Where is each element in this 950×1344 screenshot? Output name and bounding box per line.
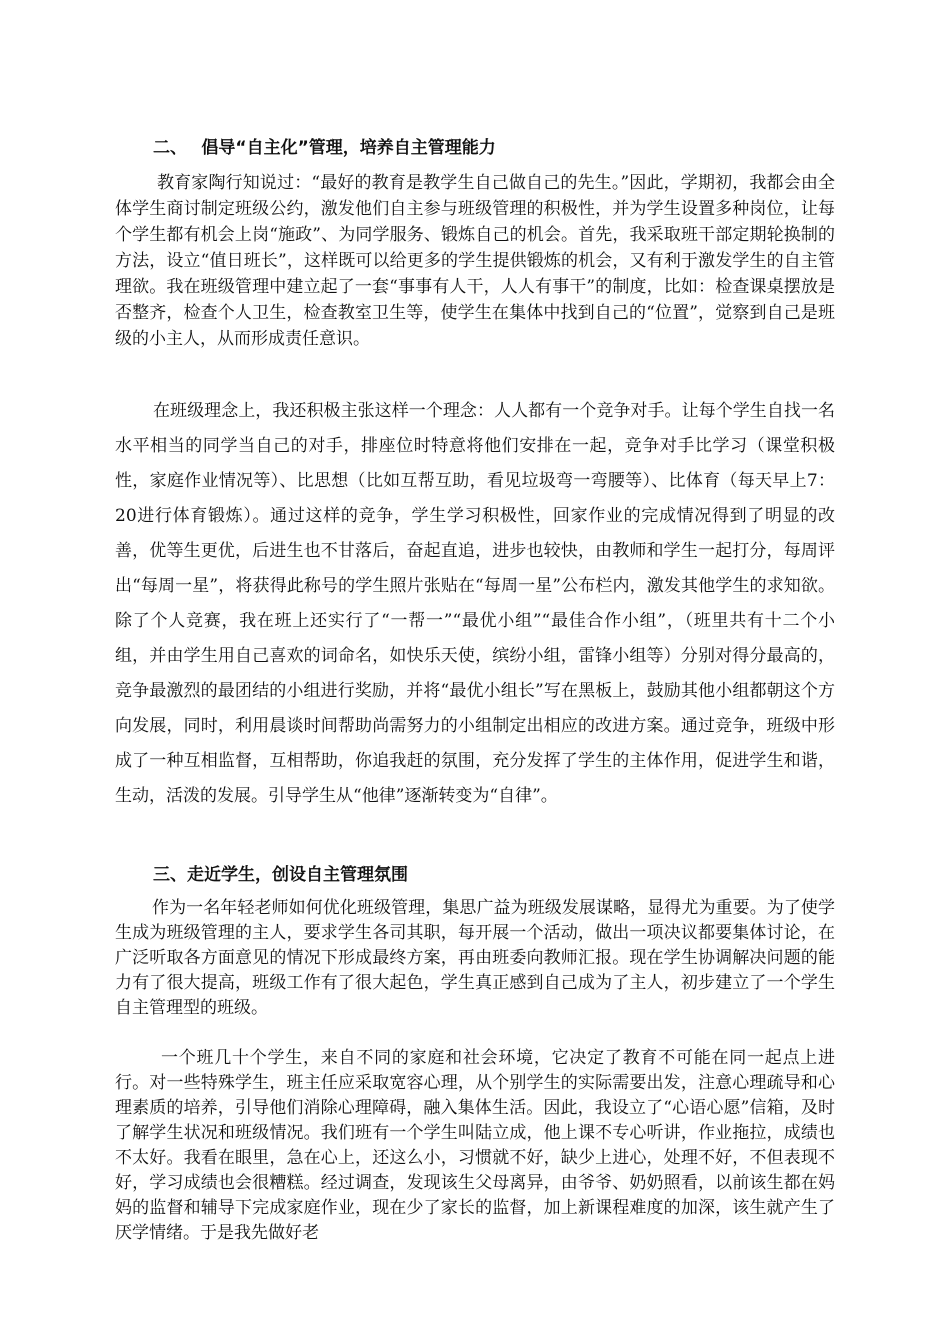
section-heading-2: 二、 倡导“自主化”管理，培养自主管理能力 bbox=[153, 138, 496, 158]
section-heading-3: 三、走近学生，创设自主管理氛围 bbox=[153, 865, 408, 885]
paragraph-2: 在班级理念上，我还积极主张这样一个理念：人人都有一个竞争对手。让每个学生自找一名水平相当的同学当自己的对手，排座位时特意将他们安排在一起，竞争对手比学习（课堂积极性，家庭作业情况等）、比思想（比如互帮互助，看见垃圾弯一弯腰等）、比体育（每天早上7：20进行体育锻炼）。通过这样的竞争，学生学习积极性，回家作业的完成情况得到了明显的改善，优等生更优，后进生也不甘落后，奋起直追，进步也较快，由教师和学生一起打分，每周评出“每周一星”，将获得此称号的学生照片张贴在“每周一星”公布栏内，激发其他学生的求知欲。除了个人竞赛，我在班上还实行了“一帮一”“最优小组”“最佳合作小组”，（班里共有十二个小组，并由学生用自己喜欢的词命名，如快乐天使，缤纷小组，雷锋小组等）分别对得分最高的，竞争最激烈的最团结的小组进行奖励，并将“最优小组长”写在黑板上，鼓励其他小组都朝这个方向发展，同时，利用晨谈时间帮助尚需努力的小组制定出相应的改进方案。通过竞争，班级中形成了一种互相监督，互相帮助，你追我赶的氛围，充分发挥了学生的主体作用，促进学生和谐，生动，活泼的发展。引导学生从“他律”逐渐转变为“自律”。 bbox=[115, 401, 835, 806]
paragraph-1: 教育家陶行知说过：“最好的教育是教学生自己做自己的先生。”因此，学期初，我都会由全体学生商讨制定班级公约，激发他们自主参与班级管理的积极性，并为学生设置多种岗位，让每个学生都有机会上岗“施政”、为同学服务、锻炼自己的机会。首先，我采取班干部定期轮换制的方法，设立“值日班长”，这样既可以给更多的学生提供锻炼的机会，又有利于激发学生的自主管理欲。我在班级管理中建立起了一套“事事有人干，人人有事干”的制度，比如：检查课桌摆放是否整齐，检查个人卫生，检查教室卫生等，使学生在集体中找到自己的“位置”，觉察到自己是班级的小主人，从而形成责任意识。 bbox=[115, 173, 835, 349]
paragraph-4: 一个班几十个学生，来自不同的家庭和社会环境，它决定了教育不可能在同一起点上进行。对一些特殊学生，班主任应采取宽容心理，从个别学生的实际需要出发，注意心理疏导和心理素质的培养，引导他们消除心理障碍，融入集体生活。因此，我设立了“心语心愿”信箱，及时了解学生状况和班级情况。我们班有一个学生叫陆立成，他上课不专心听讲，作业拖拉，成绩也不太好。我看在眼里，急在心上，还这么小，习惯就不好，缺少上进心，处理不好，不但表现不好，学习成绩也会很糟糕。经过调查，发现该生父母离异，由爷爷、奶奶照看，以前该生都在妈妈的监督和辅导下完成家庭作业，现在少了家长的监督，加上新课程难度的加深，该生就产生了厌学情绪。于是我先做好老 bbox=[115, 1048, 835, 1243]
paragraph-3: 作为一名年轻老师如何优化班级管理，集思广益为班级发展谋略，显得尤为重要。为了使学生成为班级管理的主人，要求学生各司其职，每开展一个活动，做出一项决议都要集体讨论，在广泛听取各方面意见的情况下形成最终方案，再由班委向教师汇报。现在学生协调解决问题的能力有了很大提高，班级工作有了很大起色，学生真正感到自己成为了主人，初步建立了一个学生自主管理型的班级。 bbox=[115, 898, 835, 1018]
